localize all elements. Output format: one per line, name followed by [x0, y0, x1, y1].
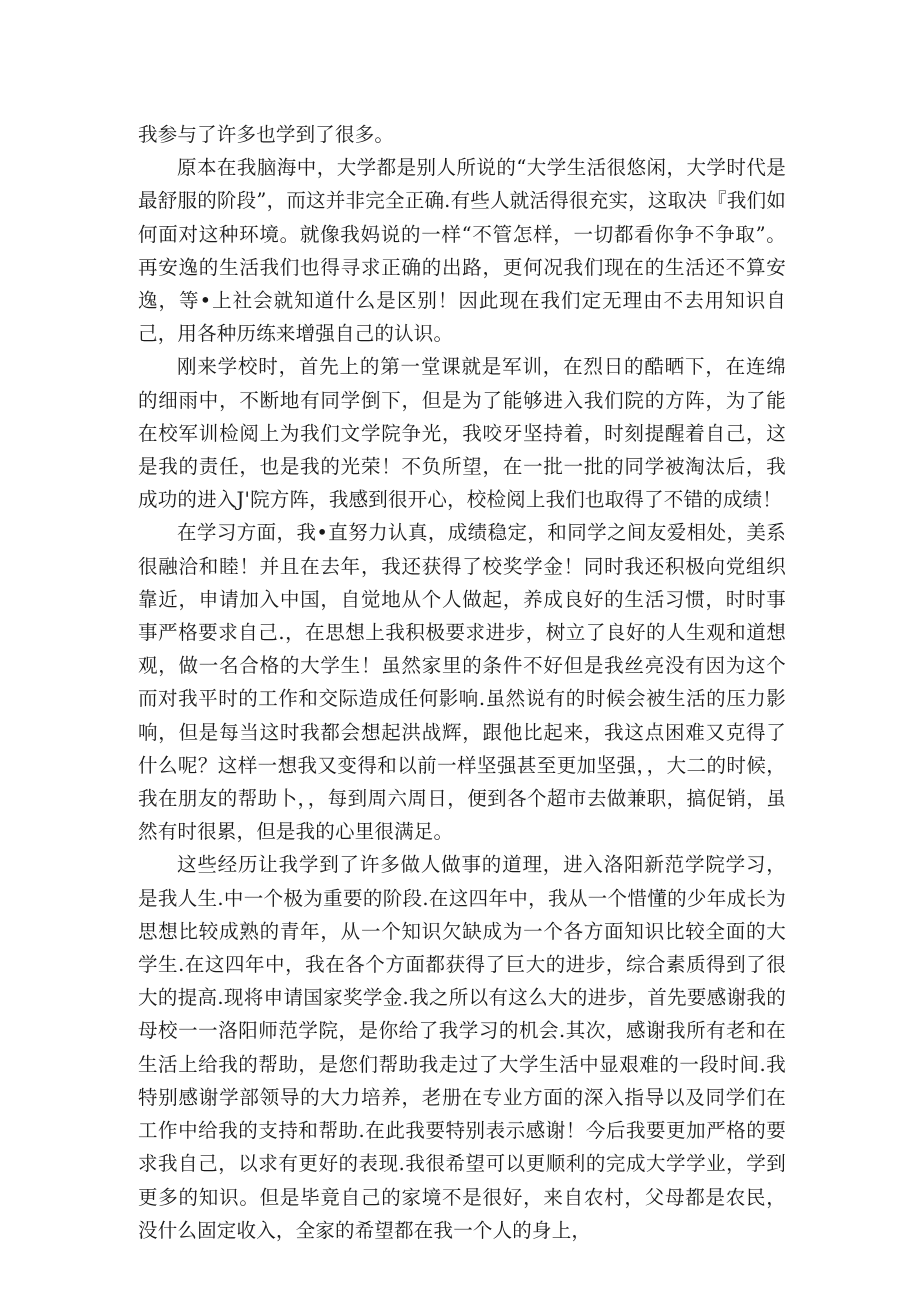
paragraph-experience-and-thanks: 这些经历让我学到了许多做人做事的道理，进入洛阳新范学院学习，是我人生.中一个极为重要的阶段.在这四年中，我从一个惜懂的少年成长为思想比较成熟的青年，从一个知识欠缺成为一个各方面知识比较全面的大学生.在这四年中，我在各个方面都获得了巨大的进步，综合素质得到了很大的提高.现将申请国家奖学金.我之所以有这么大的进步，首先要感谢我的母校一一洛阳师范学院，是你给了我学习的机会.其次，感谢我所有老和在生活上给我的帮助，是您们帮助我走过了大学生活中显艰难的一段时间.我特别感谢学部领导的大力培养，老册在专业方面的深入指导以及同学们在工作中给我的支持和帮助.在此我要特别表示感谢！今后我要更加严格的要求我自己，以求有更好的表现.我很希望可以更顺利的完成大学学业，学到更多的知识。但是毕竟自己的家境不是很好，来自农村，父母都是农民，没什么固定收入，全家的希望都在我一个人的身上， [138, 853, 786, 1242]
paragraph-military-training: 刚来学校时，首先上的第一堂课就是军训，在烈日的酷晒下，在连绵的细雨中，不断地有同学倒下，但是为了能够进入我们院的方阵，为了能在校军训检阅上为我们文学院争光，我咬牙坚持着，时刻提醒着自己，这是我的责任，也是我的光荣！不负所望，在一批一批的同学被淘汰后，我成功的进入J'院方阵，我感到很开心，校检阅上我们也取得了不错的成绩！ [138, 355, 786, 512]
paragraph-study-and-life: 在学习方面，我•直努力认真，成绩稳定，和同学之间友爱相处，美系很融洽和睦！并且在去年，我还获得了校奖学金！同时我还积极向党组织靠近，申请加入中国，自觉地从个人做起，养成良好的生活习惯，时时事事严格要求自己.，在思想上我积极要求进步，树立了良好的人生观和道想观，做一名合格的大学生！虽然家里的条件不好但是我丝亮没有因为这个而对我平时的工作和交际造成任何影响.虽然说有的时候会被生活的压力影响，但是每当这时我都会想起洪战辉，跟他比起来，我这点困难又克得了什么呢？这样一想我又变得和以前一样坚强甚至更加坚强，，大二的时候，我在朋友的帮助卜，，每到周六周日，便到各个超市去做兼职，搞促销，虽然有时很累，但是我的心里很满足。 [138, 521, 786, 844]
paragraph-perception-of-college: 原本在我脑海中，大学都是别人所说的“大学生活很悠闲，大学时代是最舒服的阶段”，而这并非完全正确.有些人就活得很充实，这取决『我们如何面对这种环境。就像我妈说的一样“不管怎样，一切都看你争不争取”。再安逸的生活我们也得寻求正确的出路，更何况我们现在的生活还不算安逸，等•上社会就知道什么是区别！因此现在我们定无理由不去用知识自己，用各种历练来增强自己的认识。 [138, 156, 786, 346]
body-text [138, 118, 786, 1247]
paragraph-continuation: 我参与了许多也学到了很多。 [138, 123, 395, 146]
